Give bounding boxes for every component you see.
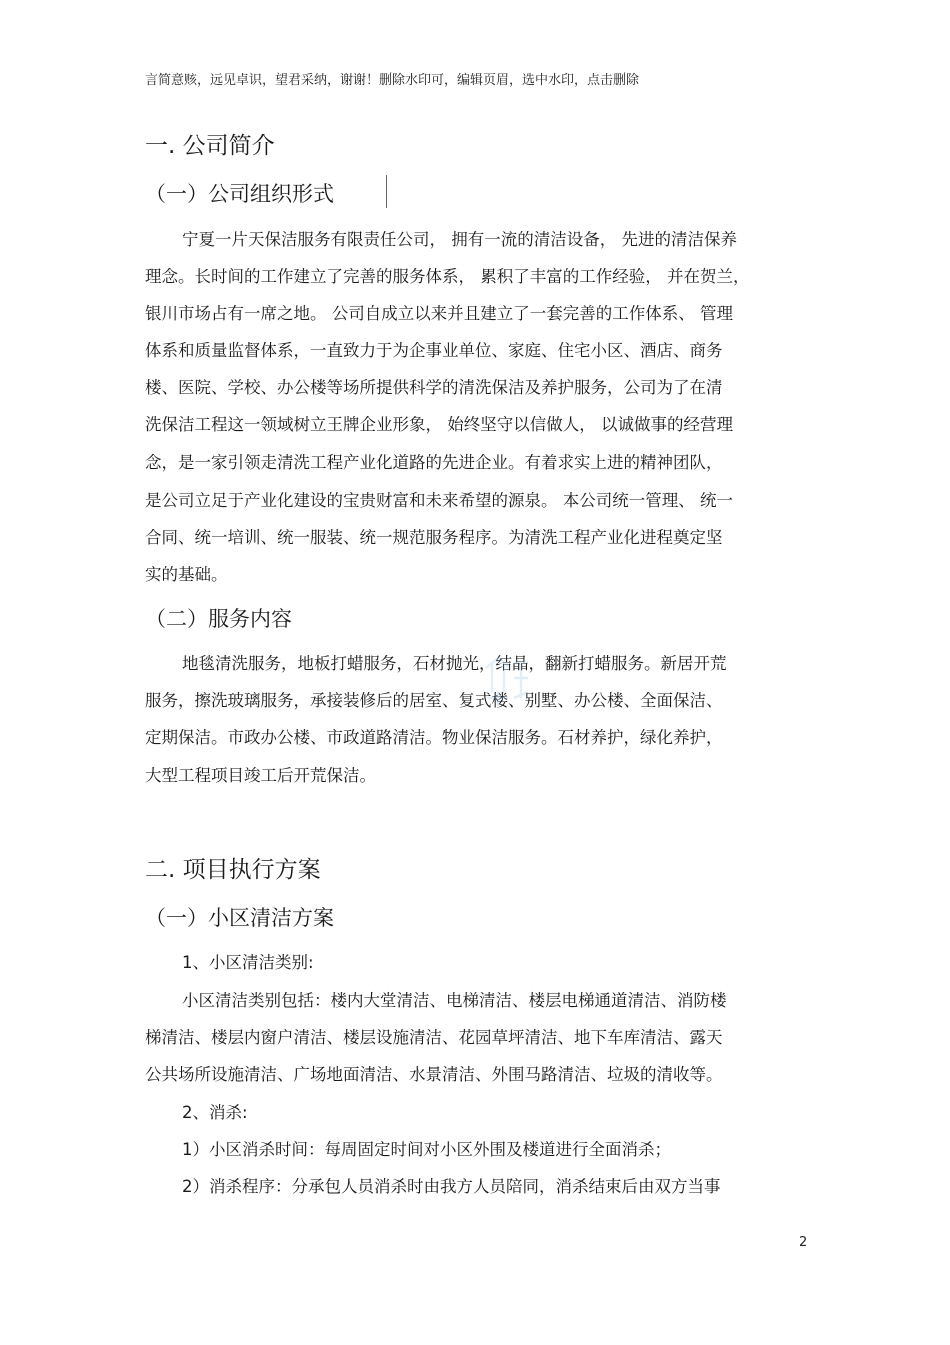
paragraph-line: 理念。长时间的工作建立了完善的服务体系， 累积了丰富的工作经验， 并在贺兰， <box>145 267 750 286</box>
paragraph-line: 是公司立足于产业化建设的宝贵财富和未来希望的源泉。 本公司统一管理、 统一 <box>145 491 733 510</box>
paragraph-line: 1）小区消杀时间：每周固定时间对小区外围及楼道进行全面消杀； <box>182 1140 671 1159</box>
paragraph-line: 地毯清洗服务，地板打蜡服务，石材抛光，结晶，翻新打蜡服务。新居开荒 <box>182 654 727 673</box>
section1-title: 一. 公司简介 <box>145 133 275 159</box>
paragraph-line: 宁夏一片天保洁服务有限责任公司， 拥有一流的清洁设备， 先进的清洁保养 <box>182 230 737 249</box>
paragraph-line: 公共场所设施清洁、广场地面清洁、水景清洁、外围马路清洁、垃圾的清收等。 <box>145 1065 723 1084</box>
paragraph-line: 合同、统一培训、统一服装、统一规范服务程序。为清洗工程产业化进程奠定坚 <box>145 528 723 547</box>
paragraph-line: 2）消杀程序：分承包人员消杀时由我方人员陪同，消杀结束后由双方当事 <box>182 1177 721 1196</box>
paragraph-line: 大型工程项目竣工后开荒保洁。 <box>145 766 376 785</box>
watermark-logo <box>478 652 536 710</box>
section1-sub2-title: （二）服务内容 <box>145 607 292 631</box>
header-note: 言简意赅，远见卓识，望君采纳，谢谢！删除水印可，编辑页眉，选中水印，点击删除 <box>145 73 640 88</box>
paragraph-line: 银川市场占有一席之地。 公司自成立以来并且建立了一套完善的工作体系、 管理 <box>145 304 733 323</box>
paragraph-line: 体系和质量监督体系，一直致力于为企事业单位、家庭、住宅小区、酒店、商务 <box>145 341 723 360</box>
list-item-title: 2、消杀: <box>182 1103 248 1122</box>
list-item-title: 1、小区清洁类别: <box>182 953 314 972</box>
paragraph-line: 洗保洁工程这一领域树立王牌企业形象， 始终坚守以信做人， 以诚做事的经营理 <box>145 415 733 434</box>
page-number: 2 <box>799 1235 808 1250</box>
paragraph-line: 服务，擦洗玻璃服务，承接装修后的居室、复式楼、别墅、办公楼、全面保洁、 <box>145 691 723 710</box>
paragraph-line: 定期保洁。市政办公楼、市政道路清洁。物业保洁服务。石材养护，绿化养护， <box>145 728 723 747</box>
paragraph-line: 小区清洁类别包括：楼内大堂清洁、电梯清洁、楼层电梯通道清洁、消防楼 <box>182 991 727 1010</box>
section2-title: 二. 项目执行方案 <box>145 857 321 883</box>
text-cursor <box>386 175 387 208</box>
paragraph-line: 楼、医院、学校、办公楼等场所提供科学的清洗保洁及养护服务，公司为了在清 <box>145 378 723 397</box>
section2-sub1-title: （一）小区清洁方案 <box>145 906 334 930</box>
paragraph-line: 念，是一家引领走清洗工程产业化道路的先进企业。有着求实上进的精神团队， <box>145 453 723 472</box>
section1-sub1-title: （一）公司组织形式 <box>145 182 334 206</box>
paragraph-line: 实的基础。 <box>145 565 228 584</box>
paragraph-line: 梯清洁、楼层内窗户清洁、楼层设施清洁、花园草坪清洁、地下车库清洁、露天 <box>145 1028 723 1047</box>
